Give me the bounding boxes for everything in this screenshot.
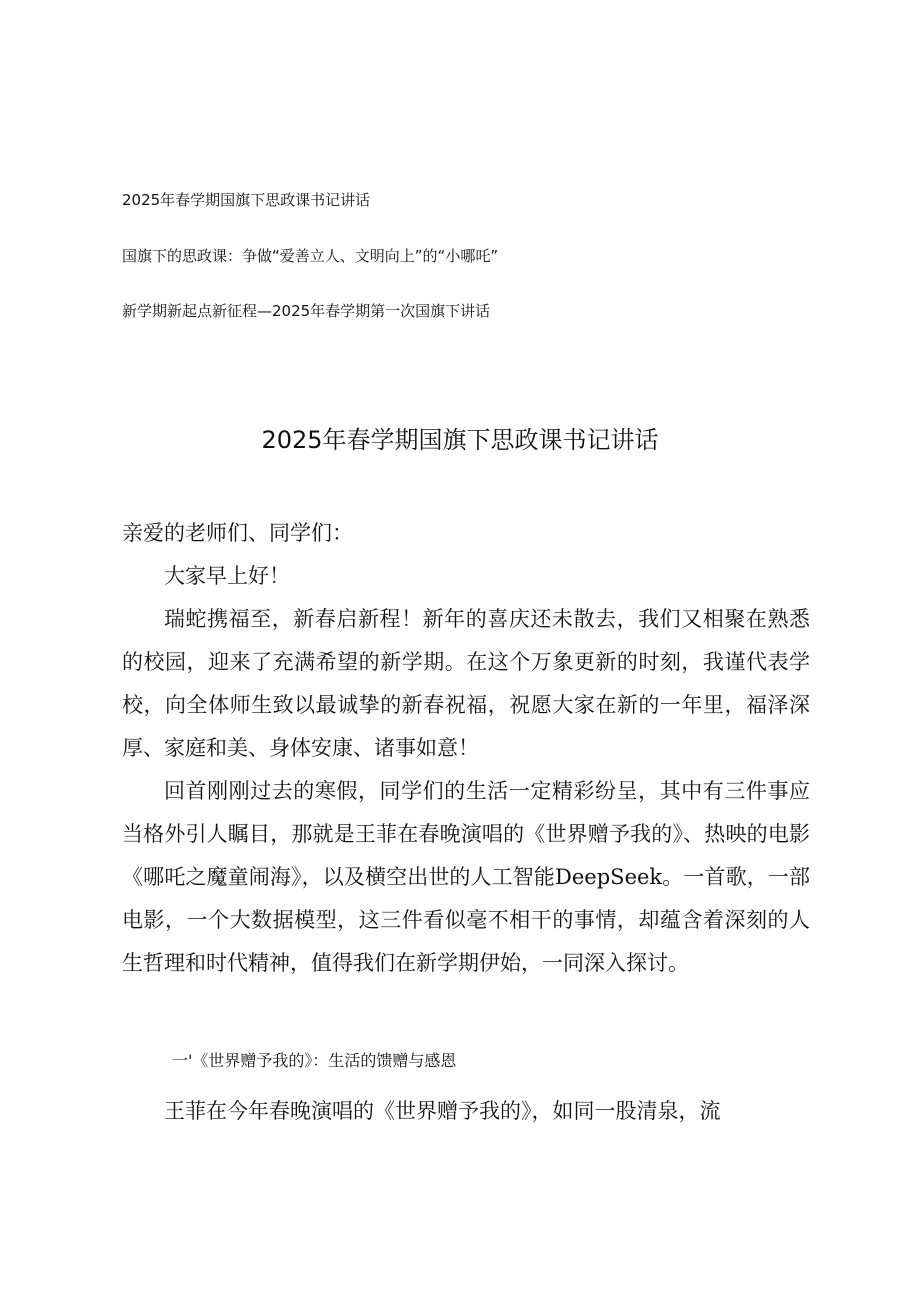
- paragraph-winter-break: 回首刚刚过去的寒假，同学们的生活一定精彩纷呈，其中有三件事应当格外引人瞩目，那就是王菲在春晚演唱的《世界赠予我的》、热映的电影《哪吒之魔童闹海》，以及横空出世的人工智能DeepSeek。一首歌，一部电影，一个大数据模型，这三件看似毫不相干的事情，却蕴含着深刻的人生哲理和时代精神，值得我们在新学期伊始，一同深入探讨。: [122, 779, 810, 975]
- section-heading-1: 一'《世界赠予我的》：生活的馈赠与感恩: [172, 1051, 457, 1070]
- toc-item-3: 新学期新起点新征程—2025年春学期第一次国旗下讲话: [122, 302, 491, 320]
- greeting: 亲爱的老师们、同学们：: [122, 521, 353, 545]
- speech-body: [122, 512, 810, 985]
- paragraph-new-year: 瑞蛇携福至，新春启新程！新年的喜庆还未散去，我们又相聚在熟悉的校园，迎来了充满希望的新学期。在这个万象更新的时刻，我谨代表学校，向全体师生致以最诚挚的新春祝福，祝愿大家在新的一年里，福泽深厚、家庭和美、身体安康、诸事如意！: [122, 607, 810, 760]
- paragraph-morning: 大家早上好！: [164, 564, 290, 588]
- toc-item-1: 2025年春学期国旗下思政课书记讲话: [122, 191, 371, 209]
- document-title: 2025年春学期国旗下思政课书记讲话: [261, 426, 659, 454]
- toc-item-2: 国旗下的思政课：争做“爱善立人、文明向上”的“小哪吒”: [122, 247, 499, 265]
- section-1-paragraph: 王菲在今年春晚演唱的《世界赠予我的》，如同一股清泉，流: [164, 1099, 721, 1123]
